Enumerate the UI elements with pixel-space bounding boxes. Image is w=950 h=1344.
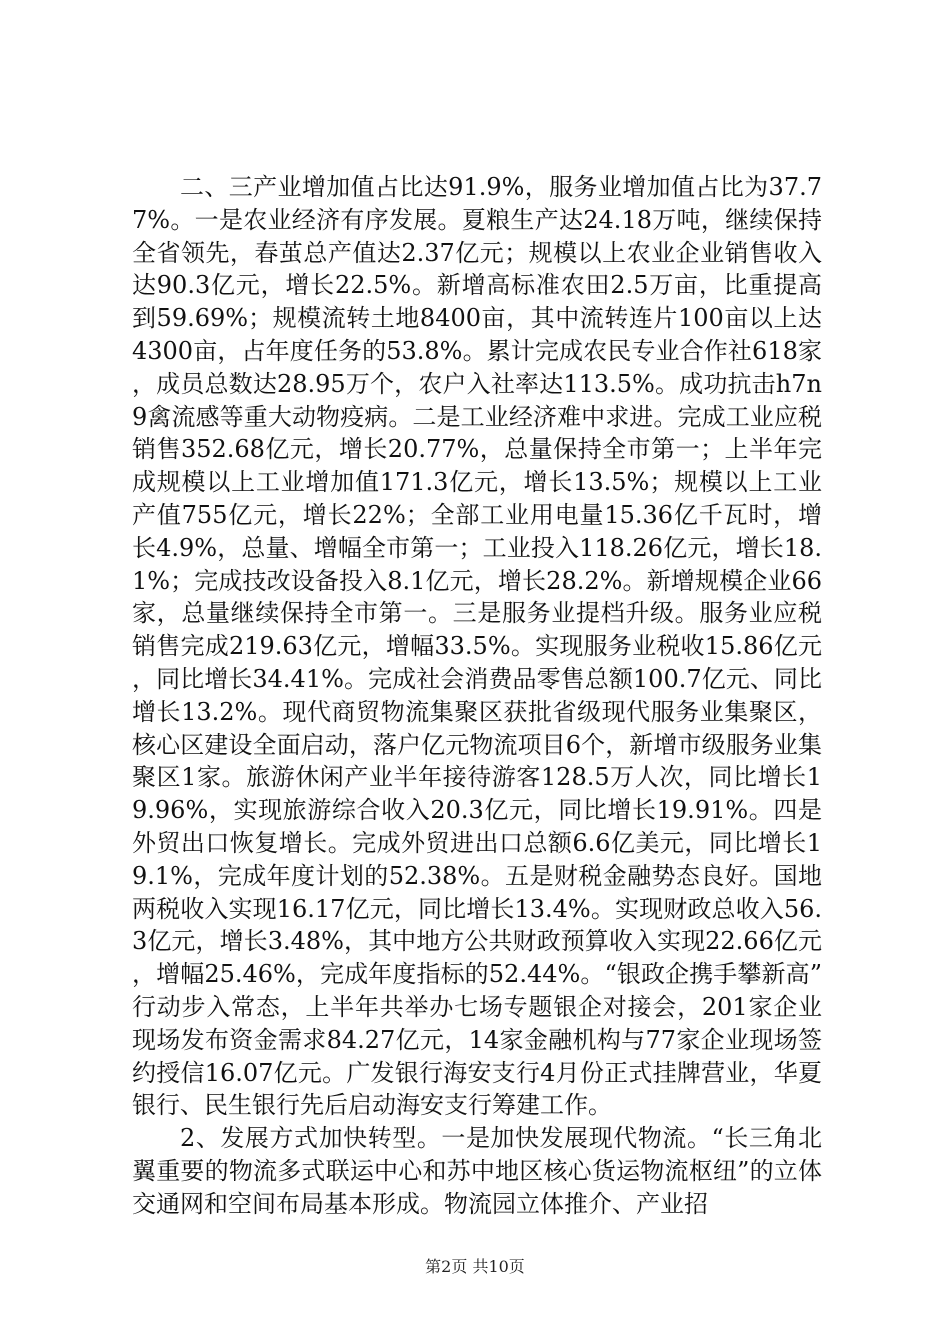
paragraph-development-transformation: 2、发展方式加快转型。一是加快发展现代物流。“长三角北翼重要的物流多式联运中心和苏中地区核心货运物流枢纽”的立体交通网和空间布局基本形成。物流园立体推介、产业招 bbox=[132, 1124, 822, 1218]
document-body bbox=[132, 171, 822, 1221]
paragraph-economy-overview: 二、三产业增加值占比达91.9%，服务业增加值占比为37.77%。一是农业经济有序发展。夏粮生产达24.18万吨，继续保持全省领先，春茧总产值达2.37亿元；规模以上农业企业销售收入达90.3亿元，增长22.5%。新增高标准农田2.5万亩，比重提高到59.69%；规模流转土地8400亩，其中流转连片100亩以上达4300亩，占年度任务的53.8%。累计完成农民专业合作社618家，成员总数达28.95万个，农户入社率达113.5%。成功抗击h7n9禽流感等重大动物疫病。二是工业经济难中求进。完成工业应税销售352.68亿元，增长20.77%，总量保持全市第一；上半年完成规模以上工业增加值171.3亿元，增长13.5%；规模以上工业产值755亿元，增长22%；全部工业用电量15.36亿千瓦时，增长4.9%，总量、增幅全市第一；工业投入118.26亿元，增长18.1%；完成技改设备投入8.1亿元，增长28.2%。新增规模企业66家，总量继续保持全市第一。三是服务业提档升级。服务业应税销售完成219.63亿元，增幅33.5%。实现服务业税收15.86亿元，同比增长34.41%。完成社会消费品零售总额100.7亿元、同比增长13.2%。现代商贸物流集聚区获批省级现代服务业集聚区，核心区建设全面启动，落户亿元物流项目6个，新增市级服务业集聚区1家。旅游休闲产业半年接待游客128.5万人次，同比增长19.96%，实现旅游综合收入20.3亿元，同比增长19.91%。四是外贸出口恢复增长。完成外贸进出口总额6.6亿美元，同比增长19.1%，完成年度计划的52.38%。五是财税金融势态良好。国地两税收入实现16.17亿元，同比增长13.4%。实现财政总收入56.3亿元，增长3.48%，其中地方公共财政预算收入实现22.66亿元，增幅25.46%，完成年度指标的52.44%。“银政企携手攀新高”行动步入常态，上半年共举办七场专题银企对接会，201家企业现场发布资金需求84.27亿元，14家金融机构与77家企业现场签约授信16.07亿元。广发银行海安支行4月份正式挂牌营业，华夏银行、民生银行先后启动海安支行筹建工作。 bbox=[132, 173, 822, 1120]
page-footer: 第2页 共10页 bbox=[425, 1257, 525, 1276]
